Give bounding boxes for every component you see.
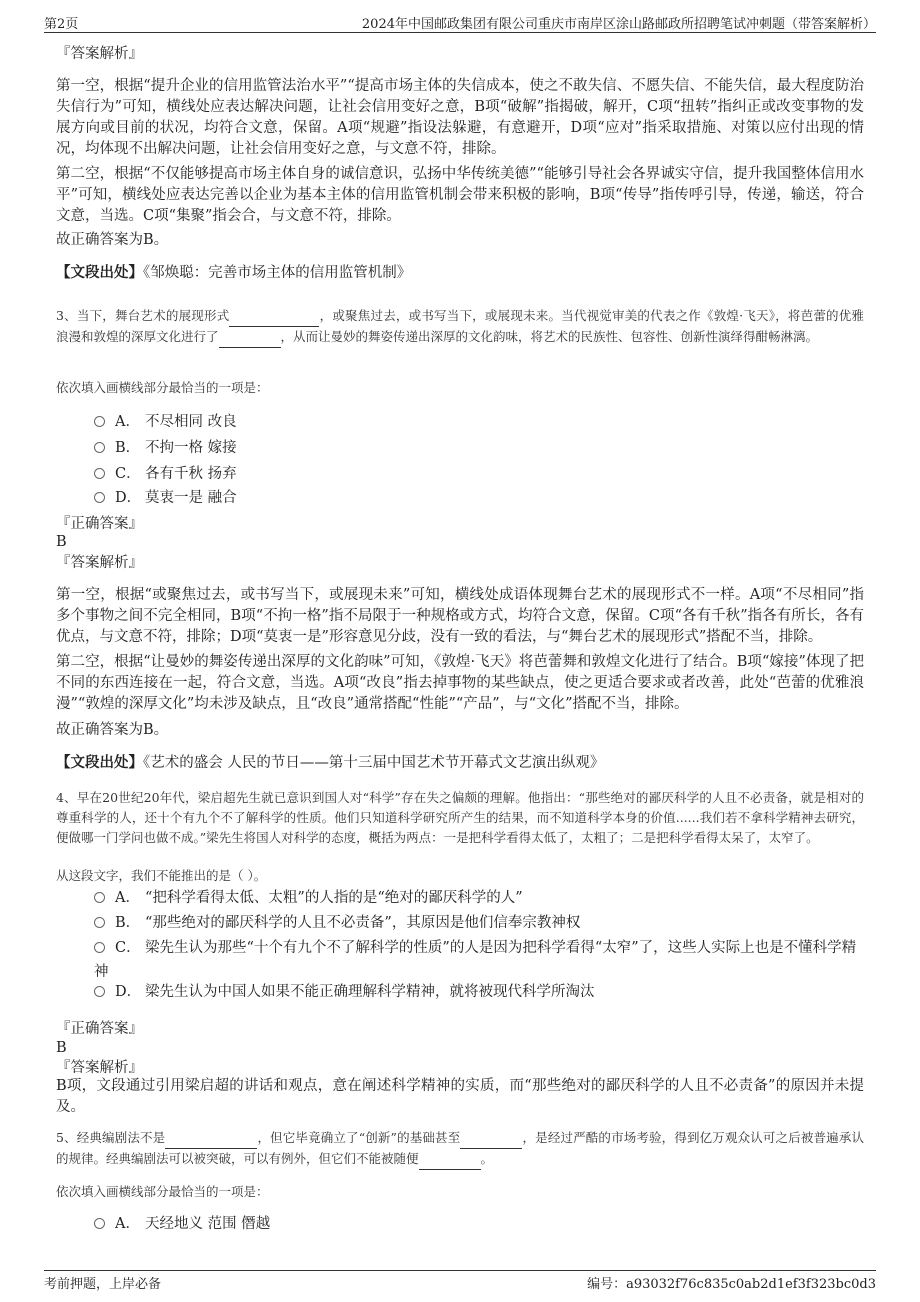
- radio-icon[interactable]: [94, 1218, 105, 1229]
- radio-icon[interactable]: [94, 942, 105, 953]
- question-instruction: 依次填入画横线部分最恰当的一项是：: [56, 380, 269, 395]
- option-d[interactable]: [94, 980, 864, 1004]
- blank-line: [460, 1128, 522, 1149]
- option-c[interactable]: [94, 936, 864, 984]
- blank-line: [219, 327, 281, 348]
- radio-icon[interactable]: [94, 986, 105, 997]
- radio-icon[interactable]: [94, 917, 105, 928]
- source-label: 【文段出处】: [56, 754, 143, 771]
- stem-part: 3、当下，舞台艺术的展现形式: [56, 308, 230, 323]
- document-title: 2024年中国邮政集团有限公司重庆市南岸区涂山路邮政所招聘笔试冲刺题（带答案解析）: [361, 17, 876, 32]
- option-text: “那些绝对的鄙厌科学的人且不必责备”，其原因是他们信奉宗教神权: [145, 915, 581, 931]
- option-text: “把科学看得太低、太粗”的人指的是“绝对的鄙厌科学的人”: [145, 890, 523, 906]
- blank-line: [165, 1128, 257, 1149]
- correct-answer: B: [56, 1040, 67, 1056]
- stem-part: ，或聚焦过去，或书写当下，或展现未来。当代视觉审美的代表之作《敦煌·飞天》，将芭蕾的优雅浪漫和敦煌的深厚文化进行了: [56, 308, 864, 344]
- question-instruction: 依次填入画横线部分最恰当的一项是：: [56, 1184, 269, 1199]
- option-letter: A．: [115, 1216, 140, 1232]
- radio-icon[interactable]: [94, 468, 105, 479]
- option-a[interactable]: [94, 1212, 864, 1236]
- option-d[interactable]: [94, 486, 864, 510]
- option-a[interactable]: [94, 886, 864, 910]
- document-id: 编号：a93032f76c835c0ab2d1ef3f323bc0d3: [587, 1277, 876, 1292]
- option-letter: A．: [115, 414, 140, 430]
- radio-icon[interactable]: [94, 416, 105, 427]
- stem-part: 。: [480, 1151, 494, 1166]
- option-text: 梁先生认为中国人如果不能正确理解科学精神，就将被现代科学所淘汰: [145, 984, 595, 1000]
- source-line: [56, 752, 864, 774]
- option-letter: B．: [115, 440, 141, 456]
- option-letter: B．: [115, 915, 141, 931]
- correct-answer: B: [56, 534, 67, 550]
- analysis-paragraph: 第二空，根据“让曼妙的舞姿传递出深厚的文化韵味”可知，《敦煌·飞天》将芭蕾舞和敦煌文化进行了结合。B项“嫁接”体现了把不同的东西连接在一起，符合文意，当选。A项“改良”指去掉事物的某些缺点，使之更适合要求或者改善，此处“芭蕾的优雅浪漫”“敦煌的深厚文化”均未涉及缺点，且“改良”通常搭配“性能”“产品”，与“文化”搭配不当，排除。: [56, 654, 864, 712]
- answer-conclusion: 故正确答案为B。: [56, 232, 169, 248]
- analysis-paragraph: 第一空，根据“提升企业的信用监管法治水平”“提高市场主体的失信成本，使之不敢失信、不愿失信、不能失信，最大程度防治失信行为”可知，横线处应表达解决问题，让社会信用变好之意，B项“破解”指揭破，解开，C项“扭转”指纠正或改变事物的发展方向或目前的状况，均符合文意，保留。A项“规避”指设法躲避，有意避开，D项“应对”指采取措施、对策以应付出现的情况，均体现不出解决问题，让社会信用变好之意，与文意不符，排除。: [56, 78, 864, 157]
- stem-part: ，是经过严酷的市场考验，得到亿万观众认可之后被普遍承认的规律。经典编剧法可以被突破，可以有例外，但它们不能被随便: [56, 1130, 864, 1166]
- option-text: 莫衷一是 融合: [145, 490, 237, 506]
- correct-answer-label: 『正确答案』: [56, 1021, 143, 1037]
- answer-conclusion: 故正确答案为B。: [56, 722, 169, 738]
- option-letter: A．: [115, 890, 140, 906]
- analysis-paragraph: B项，文段通过引用梁启超的讲话和观点，意在阐述科学精神的实质，而“那些绝对的鄙厌科学的人且不必责备”的原因并未提及。: [56, 1078, 864, 1115]
- option-text: 各有千秋 扬弃: [145, 466, 237, 482]
- source-line: [56, 262, 864, 284]
- analysis-label: 『答案解析』: [56, 46, 143, 62]
- option-letter: C．: [115, 940, 141, 956]
- analysis-label: 『答案解析』: [56, 555, 143, 571]
- radio-icon[interactable]: [94, 892, 105, 903]
- analysis-paragraph: 第一空，根据“或聚焦过去，或书写当下，或展现未来”可知，横线处成语体现舞台艺术的展现形式不一样。A项“不尽相同”指多个事物之间不完全相同，B项“不拘一格”指不局限于一种规格或方式，均符合文意，保留。C项“各有千秋”指各有所长，各有优点，与文意不符，排除；D项“莫衷一是”形容意见分歧，没有一致的看法，与“舞台艺术的展现形式”搭配不当，排除。: [56, 587, 864, 645]
- question-stem: [56, 306, 864, 348]
- page-footer: [44, 1270, 876, 1295]
- option-letter: D．: [115, 490, 142, 506]
- question-stem: 4、早在20世纪20年代，梁启超先生就已意识到国人对“科学”存在失之偏颇的理解。他指出：“那些绝对的鄙厌科学的人且不必责备，就是相对的尊重科学的人，还十个有九个不了解科学的性质。他们只知道科学研究所产生的结果，而不知道科学本身的价值......我们若不拿科学精神去研究，便做哪一门学问也做不成。”梁先生将国人对科学的态度，概括为两点：一是把科学看得太低了，太粗了；二是把科学看得太呆了，太窄了。: [56, 790, 864, 845]
- option-a[interactable]: [94, 410, 864, 434]
- page-number: 第2页: [44, 17, 79, 32]
- footer-slogan: 考前押题，上岸必备: [44, 1277, 162, 1292]
- correct-answer-label: 『正确答案』: [56, 516, 143, 532]
- source-label: 【文段出处】: [56, 264, 143, 281]
- blank-line: [229, 306, 319, 327]
- option-text: 天经地义 范围 僭越: [145, 1216, 271, 1232]
- source-text: 《邹焕聪：完善市场主体的信用监管机制》: [143, 265, 412, 281]
- option-letter: C．: [115, 466, 141, 482]
- option-text: 不拘一格 嫁接: [145, 440, 237, 456]
- option-text: 不尽相同 改良: [145, 414, 237, 430]
- blank-line: [419, 1149, 481, 1170]
- option-b[interactable]: [94, 911, 864, 935]
- radio-icon[interactable]: [94, 442, 105, 453]
- question-stem: [56, 1128, 864, 1170]
- source-text: 《艺术的盛会 人民的节日——第十三届中国艺术节开幕式文艺演出纵观》: [143, 755, 605, 771]
- stem-part: 5、经典编剧法不是: [56, 1130, 166, 1145]
- stem-part: ，从而让曼妙的舞姿传递出深厚的文化韵味，将艺术的民族性、包容性、创新性演绎得酣畅淋漓。: [280, 329, 819, 344]
- stem-part: ，但它毕竟确立了“创新”的基础甚至: [257, 1130, 461, 1145]
- page-header: [44, 10, 876, 33]
- question-instruction: 从这段文字，我们不能推出的是（ ）。: [56, 868, 267, 883]
- option-c[interactable]: [94, 462, 864, 486]
- radio-icon[interactable]: [94, 492, 105, 503]
- analysis-label: 『答案解析』: [56, 1060, 143, 1076]
- option-b[interactable]: [94, 436, 864, 460]
- option-letter: D．: [115, 984, 142, 1000]
- option-text: 梁先生认为那些“十个有九个不了解科学的性质”的人是因为把科学看得“太窄”了，这些人实际上也是不懂科学精神: [94, 940, 857, 980]
- analysis-paragraph: 第二空，根据“不仅能够提高市场主体自身的诚信意识，弘扬中华传统美德”“能够引导社会各界诚实守信，提升我国整体信用水平”可知，横线处应表达完善以企业为基本主体的信用监管机制会带来积极的影响，B项“传导”指传呼引导，传递，输送，符合文意，当选。C项“集聚”指会合，与文意不符，排除。: [56, 166, 864, 224]
